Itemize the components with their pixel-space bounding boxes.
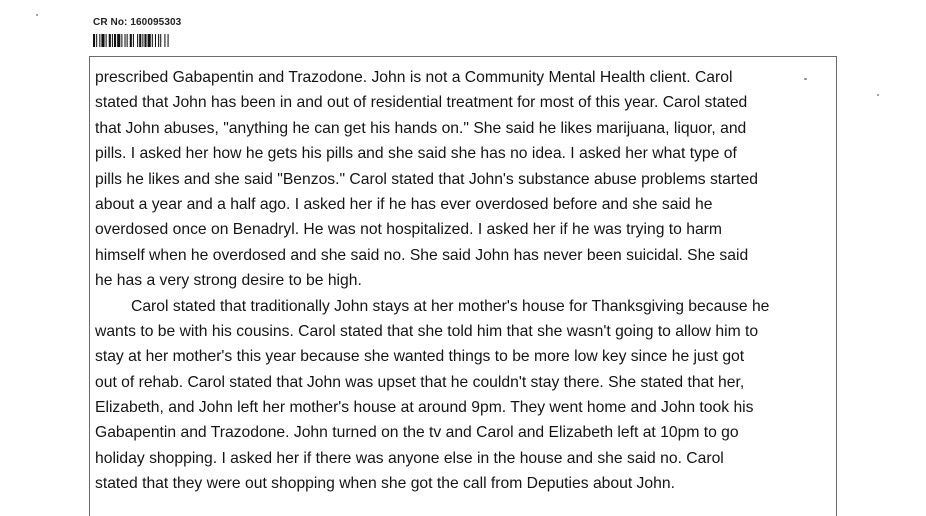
text-line: out of rehab. Carol stated that John was upset that he couldn't stay there. She stated that her, bbox=[95, 373, 745, 391]
text-line: Elizabeth, and John left her mother's house at around 9pm. They went home and John took his bbox=[95, 399, 754, 417]
barcode-bar bbox=[106, 34, 107, 47]
paragraph-first-line: Carol stated that traditionally John stays at her mother's house for Thanksgiving because he bbox=[131, 297, 770, 315]
barcode bbox=[93, 34, 241, 47]
barcode-bar bbox=[158, 34, 159, 47]
barcode-bar bbox=[117, 34, 120, 47]
barcode-bar bbox=[152, 34, 153, 47]
text-line: that John abuses, "anything he can get his hands on." She said he likes marijuana, liquor, and bbox=[95, 119, 747, 137]
text-line: stated that John has been in and out of residential treatment for most of this year. Carol stated bbox=[95, 94, 748, 112]
text-line: he has a very strong desire to be high. bbox=[95, 272, 362, 290]
text-line: himself when he overdosed and she said no. She said John has never been suicidal. She said bbox=[95, 246, 749, 264]
document-header bbox=[93, 17, 241, 52]
barcode-bar bbox=[142, 34, 143, 47]
barcode-bar bbox=[127, 34, 128, 47]
text-line: wants to be with his cousins. Carol stated that she told him that she wasn't going to allow him to bbox=[95, 322, 759, 340]
text-line: prescribed Gabapentin and Trazodone. John is not a Community Mental Health client. Carol bbox=[95, 69, 733, 86]
barcode-bar bbox=[121, 34, 122, 47]
barcode-bar bbox=[133, 34, 134, 47]
text-line: pills. I asked her how he gets his pills and she said she has no idea. I asked her what type of bbox=[95, 145, 737, 163]
barcode-bar bbox=[168, 34, 169, 47]
barcode-bar bbox=[112, 34, 113, 47]
case-report-number: CR No: 160095303 bbox=[93, 17, 182, 28]
scan-speck bbox=[36, 14, 38, 16]
barcode-bar bbox=[93, 34, 95, 47]
barcode-bar bbox=[164, 34, 165, 47]
barcode-bar bbox=[139, 34, 141, 47]
text-line: stay at her mother's this year because she wanted things to be more low key since he just got bbox=[95, 348, 745, 366]
text-line: overdosed once on Benadryl. He was not hospitalized. I asked her if he was trying to harm bbox=[95, 221, 722, 239]
text-line: Gabapentin and Trazodone. John turned on the tv and Carol and Elizabeth left at 10pm to go bbox=[95, 424, 739, 442]
scan-speck bbox=[877, 94, 879, 96]
barcode-bar bbox=[137, 34, 138, 47]
barcode-bar bbox=[96, 34, 97, 47]
barcode-bar bbox=[114, 34, 116, 47]
text-line: stated that they were out shopping when she got the call from Deputies about John. bbox=[95, 475, 675, 493]
barcode-bar bbox=[155, 34, 156, 47]
barcode-bar bbox=[160, 34, 161, 47]
barcode-bar bbox=[101, 34, 104, 47]
barcode-bar bbox=[130, 34, 132, 47]
scan-speck bbox=[804, 78, 807, 80]
report-narrative bbox=[95, 65, 835, 497]
barcode-bar bbox=[148, 34, 151, 47]
barcode-bar bbox=[125, 34, 126, 47]
text-line: pills he likes and she said "Benzos." Carol stated that John's substance abuse problems started bbox=[95, 170, 758, 188]
barcode-bar bbox=[99, 34, 100, 47]
barcode-bar bbox=[144, 34, 146, 47]
text-line: about a year and a half ago. I asked her if he has ever overdosed before and she said he bbox=[95, 195, 713, 213]
text-line: holiday shopping. I asked her if there was anyone else in the house and she said no. Carol bbox=[95, 449, 724, 467]
barcode-bar bbox=[109, 34, 111, 47]
